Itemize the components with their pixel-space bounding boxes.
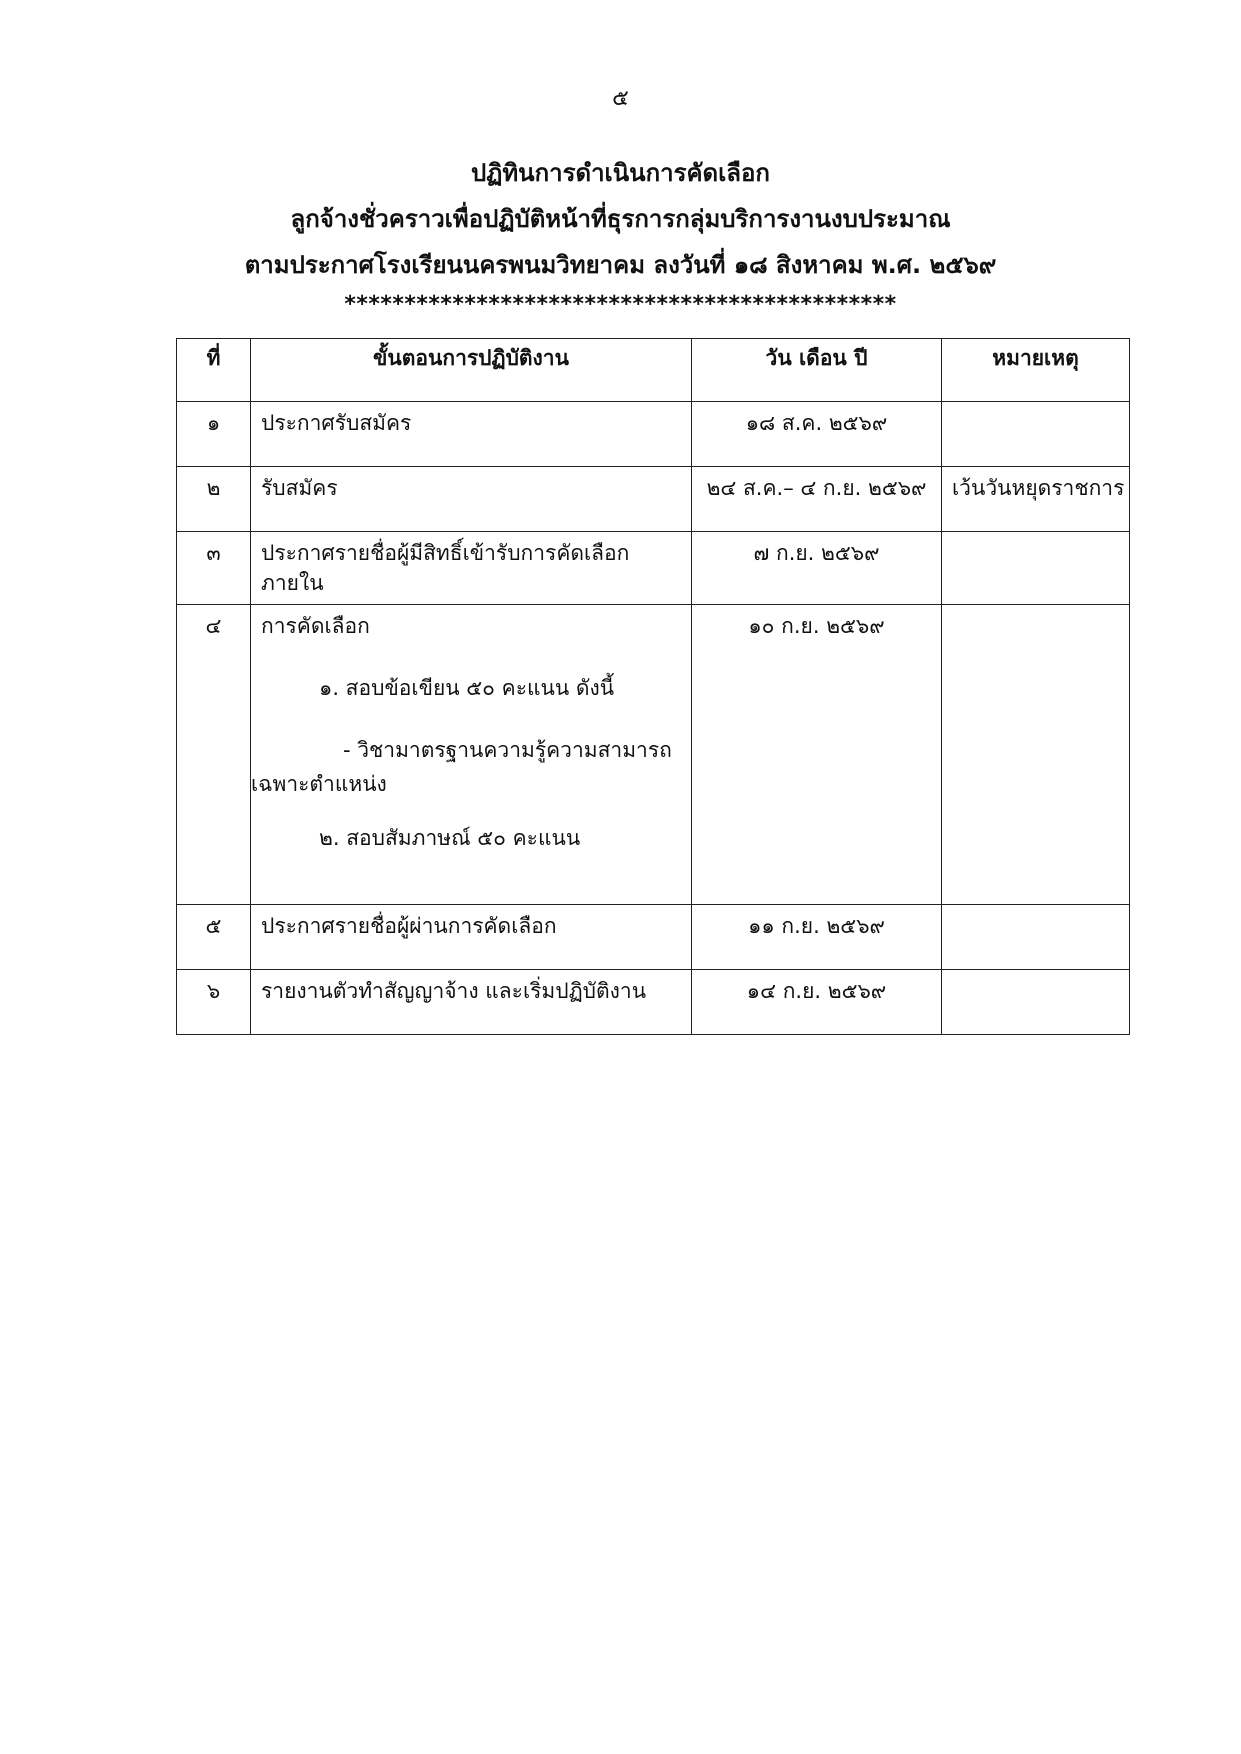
row-no: ๕ (177, 905, 251, 970)
row-date: ๑๔ ก.ย. ๒๕๖๙ (692, 970, 942, 1035)
document-subtitle: ลูกจ้างชั่วคราวเพื่อปฏิบัติหน้าที่ธุรการกลุ่มบริการงานงบประมาณ (290, 205, 951, 233)
row-step: ประกาศรายชื่อผู้ผ่านการคัดเลือก (251, 905, 692, 970)
row-step: ประกาศรายชื่อผู้มีสิทธิ์เข้ารับการคัดเลือกภายใน (251, 532, 692, 605)
row-date: ๑๑ ก.ย. ๒๕๖๙ (692, 905, 942, 970)
subject-item-continued: เฉพาะตำแหน่ง (251, 772, 387, 796)
row-date: ๑๘ ส.ค. ๒๕๖๙ (692, 402, 942, 467)
subject-item: - วิชามาตรฐานความรู้ความสามารถ (343, 738, 672, 762)
row-step: รับสมัคร (251, 467, 692, 532)
page-number: ๕ (612, 86, 629, 111)
row-step (251, 605, 692, 905)
announcement-reference: ตามประกาศโรงเรียนนครพนมวิทยาคม ลงวันที่ ๑๘ สิงหาคม พ.ศ. ๒๕๖๙ (244, 251, 997, 279)
title-separator: ********************************************** (344, 292, 897, 317)
row-note: เว้นวันหยุดราชการ (942, 467, 1130, 532)
table-row (177, 467, 1130, 532)
table-header-row (177, 339, 1130, 402)
row-no: ๑ (177, 402, 251, 467)
table-row (177, 970, 1130, 1035)
row-step: รายงานตัวทำสัญญาจ้าง และเริ่มปฏิบัติงาน (251, 970, 692, 1035)
row-note (942, 905, 1130, 970)
row-date: ๑๐ ก.ย. ๒๕๖๙ (692, 605, 942, 905)
step-main-label: การคัดเลือก (261, 614, 370, 638)
table-row (177, 605, 1130, 905)
document-title: ปฏิทินการดำเนินการคัดเลือก (471, 159, 770, 187)
header-note: หมายเหตุ (942, 339, 1130, 402)
row-note (942, 402, 1130, 467)
row-note (942, 605, 1130, 905)
table-row (177, 402, 1130, 467)
table-row (177, 905, 1130, 970)
title-block (0, 150, 1241, 322)
row-note (942, 970, 1130, 1035)
table-row (177, 532, 1130, 605)
row-no: ๓ (177, 532, 251, 605)
row-date: ๒๔ ส.ค.– ๔ ก.ย. ๒๕๖๙ (692, 467, 942, 532)
header-date: วัน เดือน ปี (692, 339, 942, 402)
row-date: ๗ ก.ย. ๒๕๖๙ (692, 532, 942, 605)
header-no: ที่ (177, 339, 251, 402)
row-no: ๖ (177, 970, 251, 1035)
row-no: ๔ (177, 605, 251, 905)
row-note (942, 532, 1130, 605)
written-exam-item: ๑. สอบข้อเขียน ๕๐ คะแนน ดังนี้ (319, 676, 615, 700)
row-step: ประกาศรับสมัคร (251, 402, 692, 467)
row-no: ๒ (177, 467, 251, 532)
header-step: ขั้นตอนการปฏิบัติงาน (251, 339, 692, 402)
schedule-table (176, 338, 1130, 1035)
interview-item: ๒. สอบสัมภาษณ์ ๕๐ คะแนน (319, 826, 581, 850)
